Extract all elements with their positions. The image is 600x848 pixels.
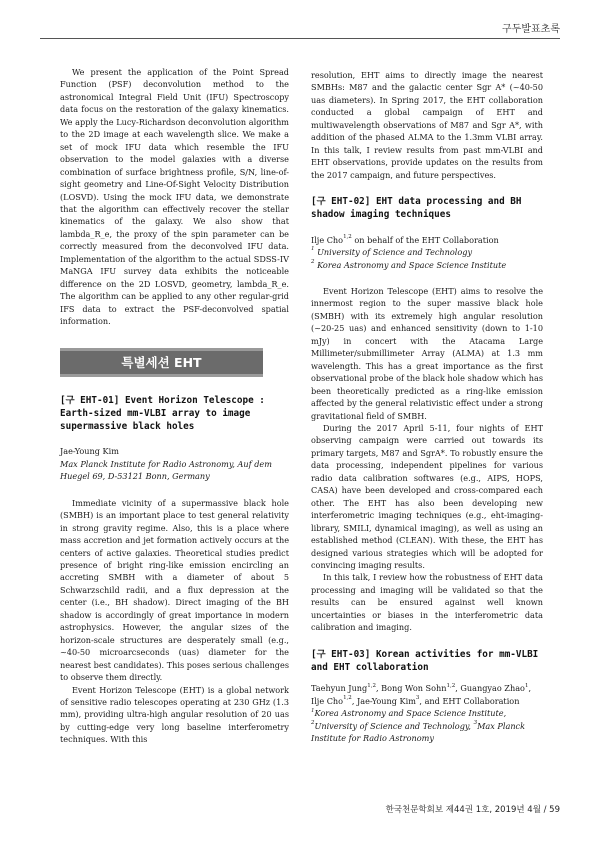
eht03-affil3-text: Max Planck Institute for Radio Astronomy [311,720,526,744]
left-column [60,66,289,746]
eht01-paragraph-1: Immediate vicinity of a supermassive black hole (SMBH) is an important place to test general relativity in strong gravity regime. Also, this is a place where mass accretion and jet formation actively occurs at the centers of active galaxies. Theoretical studies predict presence of bright ring-like emission encircling an accreting SMBH with a diameter of about 5 Schwarzschild radii, and a flux depression at the center (i.e., BH shadow). Direct imaging of the BH shadow is accordingly of great importance in modern astrophysics. However, the angular sizes of the horizon-scale structures are desperately small (e.g., ~40-50 microarcseconds (uas) diameter for the nearest best candidates). This poses serious challenges to observe them directly. [60,497,289,683]
eht03-authors [311,682,543,707]
right-column [311,69,543,745]
eht03-affil1-sup: 1 [311,707,315,714]
running-head: 구두발표초록 [502,24,560,35]
eht02-paragraph-1: Event Horizon Telescope (EHT) aims to resolve the innermost region to the super massive black hole (SMBH) with its extremely high angular resolution (~20-25 uas) and enhanced sensitivity (down to 1-10 mJy) in concert with the Atacama Large Millimeter/submillimeter Array (ALMA) at 1.3 mm wavelength. This has a great importance as the first observational probe of the black hole shadow which has been theoretically predicted as a ring-like emission affected by the general relativistic effect under a strong gravitational field of SMBH. [311,286,543,421]
eht03-author-2: , Bong Won Sohn [376,683,447,694]
eht03-author-2-sup: 1,2 [446,682,456,689]
eht03-affil2-text: University of Science and Technology, [314,720,474,731]
eht02-author-sup: 1,2 [343,233,352,240]
eht03-author-3-sup: 1 [524,682,529,689]
eht03-affil3-sup: 3 [473,719,478,726]
eht03-affiliations [311,707,543,744]
eht01-authors [60,445,289,482]
page-footer: 한국천문학회보 제44권 1호, 2019년 4월 / 59 [385,805,560,815]
eht03-author-5-sup: 3 [415,695,420,702]
eht03-author-4: , Ilje Cho [311,683,532,706]
eht02-paragraph-2: During the 2017 April 5-11, four nights of EHT observing campaign were carried out towards its primary targets, M87 and SgrA*. To robustly ensure the data processing, independent pipelines for various radio data calibration softwares (e.g., AIPS, HOPS, CASA) have been developed and cross-compared each other. The EHT has also been developing new interferometric imaging techniques (e.g., eht-imaging-library, SMILI, dynamical imaging), as well as using an established method (CLEAN). With these, the EHT has designed various strategies which will be adopted for convincing imaging results. [311,423,543,570]
eht02-authors [311,234,543,271]
section-banner: 특별세션 EHT [60,348,263,377]
eht01-affiliation: Max Planck Institute for Radio Astronomy, Auf dem Huegel 69, D-53121 Bonn, Germany [60,458,272,482]
eht02-paragraph-3: In this talk, I review how the robustness of EHT data processing and imaging will be validated so that the results can be ensured against well known uncertainties or biases in the interferometric data calibration and imaging. [311,572,543,633]
eht01-title: [구 EHT-01] Event Horizon Telescope : Earth-sized mm-VLBI array to image supermassive black holes [60,394,265,433]
eht02-affil2-sup: 2 [311,258,315,265]
eht03-affil2-sup: 2 [311,719,315,726]
eht02-affiliation-1 [311,246,543,258]
eht03-author-6: , and EHT Collaboration [419,695,520,706]
eht02-affil2-text: Korea Astronomy and Space Science Institute [314,259,507,270]
eht01-paragraph-2: Event Horizon Telescope (EHT) is a global network of sensitive radio telescopes operating at 230 GHz (1.3 mm), providing ultra-high angular resolution of 20 uas by cutting-edge very long baseline interferometry techniques. With this [60,684,289,745]
eht02-author-rest: on behalf of the EHT Collaboration [351,234,499,245]
eht02-title: [구 EHT-02] EHT data processing and BH shadow imaging techniques [311,196,522,221]
eht03-author-3: , Guangyao Zhao [455,683,525,694]
eht02-affil1-sup: 1 [311,246,315,253]
eht01-paragraph-2-continued: resolution, EHT aims to directly image the nearest SMBHs: M87 and the galactic center Sgr A* (~40-50 uas diameters). In Spring 2017, the EHT collaboration conducted a global campaign of EHT and multiwavelength observations of M87 and Sgr A*, with addition of the phased ALMA to the 1.3mm VLBI array. In this talk, I review results from past mm-VLBI and EHT observations, provide updates on the results from the 2017 campaign, and future perspectives. [311,70,543,180]
eht01-author: Jae-Young Kim [60,446,119,457]
eht02-author-line [311,234,543,246]
eht03-author-5: , Jae-Young Kim [351,695,416,706]
eht03-affil1-text: Korea Astronomy and Space Science Institute, [314,708,507,719]
eht03-author-1-sup: 1,2 [367,682,376,689]
eht02-affiliation-2 [311,259,543,271]
eht03-author-1: Taehyun Jung [311,683,368,694]
eht03-author-4-sup: 1,2 [343,695,352,702]
eht02-affil1-text: University of Science and Technology [314,247,473,258]
intro-paragraph: We present the application of the Point Spread Function (PSF) deconvolution method to the astronomical Integral Field Unit (IFU) Spectroscopy data focus on the restoration of the galaxy kinematics. We apply the Lucy-Richardson deconvolution algorithm to the 2D image at each wavelength slice. We make a set of mock IFU data which resemble the IFU observation to the model galaxies with a diverse combination of surface brightness profile, S/N, line-of-sight geometry and Line-Of-Sight Velocity Distribution (LOSVD). Using the mock IFU data, we demonstrate that the algorithm can effectively recover the stellar kinematics of the galaxy. We also show that lambda_R_e, the proxy of the spin parameter can be correctly measured from the deconvolved IFU data. Implementation of the algorithm to the actual SDSS-IV MaNGA IFU survey data exhibits the noticeable difference on the 2D LOSVD, geometry, lambda_R_e. The algorithm can be applied to any other regular-grid IFS data to extract the PSF-deconvolved spatial information. [60,67,289,327]
header-rule [40,38,560,39]
eht03-title: [구 EHT-03] Korean activities for mm-VLBI and EHT collaboration [311,648,539,674]
eht02-author-name: Ilje Cho [311,234,344,245]
